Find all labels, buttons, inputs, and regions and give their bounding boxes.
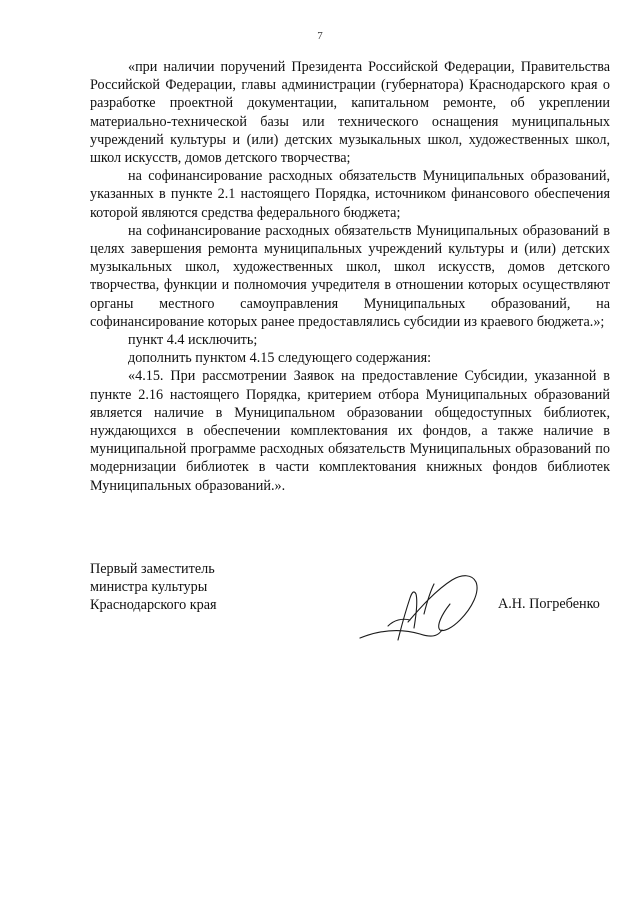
page-number: 7 <box>317 30 323 42</box>
paragraph-6: «4.15. При рассмотрении Заявок на предоставление Субсидии, указанной в пункте 2.16 настоящего Порядка, критерием отбора Муниципальных образований является наличие в Муниципальном образовании общедоступных библиотек, нуждающихся в обеспечении комплектования их фондов, а также наличие в муниципальной программе расходных обязательств Муниципальных образований по модернизации библиотек в части комплектования книжных фондов библиотек Муниципальных образований.». <box>90 368 610 494</box>
paragraph-4: пункт 4.4 исключить; <box>128 332 258 349</box>
signature-block <box>90 560 610 650</box>
paragraph-3: на софинансирование расходных обязательств Муниципальных образований в целях завершения ремонта муниципальных учреждений культуры и (или) детских музыкальных школ, художественных школ, школ искусств, домов детского творчества, функции и полномочия учредителя в отношении которых осуществляют органы местного самоуправления Муниципальных образований, на софинансирование которых ранее предоставлялись субсидии из краевого бюджета.»; <box>90 222 610 330</box>
signer-title-line-2: министра культуры <box>90 579 208 595</box>
document-body <box>90 58 610 495</box>
signer-title-line-3: Краснодарского края <box>90 597 217 613</box>
handwritten-signature <box>358 568 498 648</box>
paragraph-5: дополнить пунктом 4.15 следующего содержания: <box>128 350 432 367</box>
signer-title <box>90 560 217 614</box>
paragraph-1: «при наличии поручений Президента Российской Федерации, Правительства Российской Федерации, главы администрации (губернатора) Краснодарского края о разработке проектной документации, капитальном ремонте, об укреплении материально-технической базы или технического оснащения муниципальных учреждений культуры и (или) детских музыкальных школ, художественных школ, школ искусств, домов детского творчества; <box>90 59 610 167</box>
signer-name: А.Н. Погребенко <box>498 596 600 612</box>
signer-title-line-1: Первый заместитель <box>90 561 215 577</box>
paragraph-2: на софинансирование расходных обязательств Муниципальных образований, указанных в пункте 2.1 настоящего Порядка, источником финансового обеспечения которой являются средства федерального бюджета; <box>90 168 610 221</box>
